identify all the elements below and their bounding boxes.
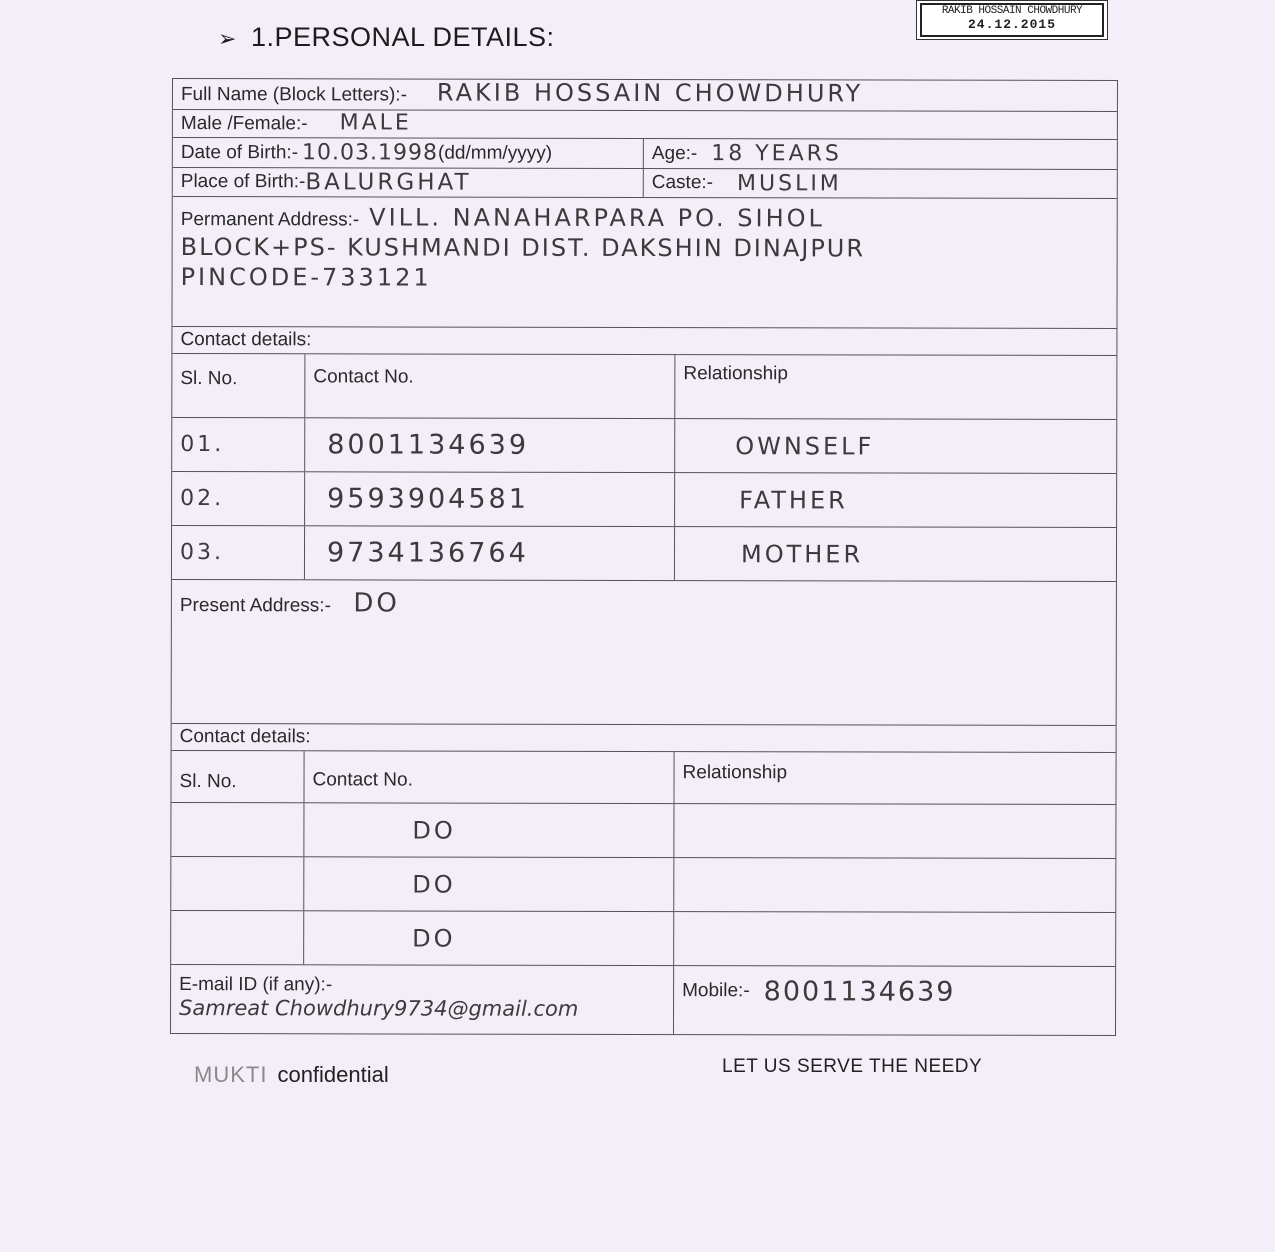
contact-table-header bbox=[172, 354, 1116, 420]
section-heading bbox=[218, 22, 555, 53]
contact-no-header: Contact No. bbox=[313, 366, 414, 388]
table-row bbox=[172, 526, 1116, 582]
age-label: Age:- bbox=[651, 142, 698, 164]
personal-details-form bbox=[170, 78, 1118, 1036]
contact-details-label: Contact details: bbox=[179, 726, 311, 748]
full-name-value[interactable]: RAKIB HOSSAIN CHOWDHURY bbox=[436, 78, 864, 108]
present-address-value[interactable]: DO bbox=[353, 588, 400, 619]
table-row bbox=[171, 803, 1115, 859]
arrow-bullet-icon: ➢ bbox=[218, 26, 237, 51]
sl-no-cell: 02. bbox=[180, 486, 225, 512]
dob-label: Date of Birth:- bbox=[180, 141, 299, 163]
table-row bbox=[171, 911, 1115, 967]
contact-no-cell[interactable]: DO bbox=[412, 816, 456, 845]
table-row bbox=[172, 418, 1116, 474]
full-name-label: Full Name (Block Letters):- bbox=[180, 84, 407, 106]
sl-no-cell: 03. bbox=[179, 540, 225, 566]
email-mobile-row bbox=[171, 965, 1115, 1035]
pob-label: Place of Birth:- bbox=[180, 171, 306, 193]
permanent-address-line-3[interactable]: PINCODE-733121 bbox=[180, 263, 432, 292]
stamp-name: RAKIB HOSSAIN CHOWDHURY bbox=[941, 5, 1083, 17]
contact-no-cell[interactable]: DO bbox=[412, 924, 456, 953]
sex-row bbox=[173, 110, 1117, 140]
full-name-row bbox=[173, 79, 1117, 112]
sl-no-cell: 01. bbox=[180, 432, 225, 458]
sex-label: Male /Female:- bbox=[180, 113, 308, 135]
relationship-cell[interactable]: MOTHER bbox=[740, 539, 864, 568]
contact-details-heading-row bbox=[172, 327, 1116, 356]
contact-details-heading-row bbox=[172, 724, 1116, 753]
caste-label: Caste:- bbox=[651, 172, 714, 194]
sl-no-header: Sl. No. bbox=[180, 368, 238, 390]
table-row bbox=[172, 472, 1116, 528]
email-label: E-mail ID (if any):- bbox=[179, 974, 333, 996]
contact-details-label: Contact details: bbox=[180, 329, 312, 351]
permanent-address-label: Permanent Address:- bbox=[180, 209, 360, 231]
contact-no-cell[interactable]: 8001134639 bbox=[327, 429, 530, 461]
contact-no-cell[interactable]: DO bbox=[412, 870, 456, 899]
permanent-address-line-1[interactable]: VILL. NANAHARPARA PO. SIHOL bbox=[369, 203, 825, 233]
permanent-address-line-2[interactable]: BLOCK+PS- KUSHMANDI DIST. DAKSHIN DINAJPUR bbox=[180, 233, 866, 263]
footer-confidential bbox=[194, 1062, 389, 1088]
mobile-value[interactable]: 8001134639 bbox=[763, 976, 956, 1008]
section-title: 1.PERSONAL DETAILS: bbox=[250, 22, 555, 52]
pob-caste-row bbox=[173, 168, 1117, 199]
contact-no-cell[interactable]: 9593904581 bbox=[327, 483, 529, 515]
contact-no-header: Contact No. bbox=[312, 769, 413, 791]
sex-value[interactable]: MALE bbox=[339, 110, 412, 136]
relationship-cell[interactable]: FATHER bbox=[739, 485, 848, 514]
relationship-header: Relationship bbox=[683, 363, 788, 385]
pob-value[interactable]: BALURGHAT bbox=[305, 169, 472, 196]
relationship-header: Relationship bbox=[682, 762, 788, 784]
contact-table-header bbox=[171, 751, 1115, 805]
caste-value[interactable]: MUSLIM bbox=[737, 170, 842, 196]
relationship-cell[interactable]: OWNSELF bbox=[735, 431, 875, 460]
dob-value[interactable]: 10.03.1998 bbox=[302, 140, 439, 166]
footer-motto: LET US SERVE THE NEEDY bbox=[722, 1056, 983, 1077]
mobile-label: Mobile:- bbox=[682, 980, 750, 1002]
confidential-label: confidential bbox=[277, 1062, 389, 1087]
contact-no-cell[interactable]: 9734136764 bbox=[326, 537, 529, 569]
present-address-label: Present Address:- bbox=[179, 595, 331, 617]
sl-no-header: Sl. No. bbox=[179, 771, 237, 793]
permanent-address-row bbox=[172, 197, 1116, 329]
brand-name: MUKTI bbox=[194, 1062, 268, 1087]
dob-age-row bbox=[173, 138, 1117, 170]
stamp-date: 24.12.2015 bbox=[967, 17, 1056, 32]
dob-format-hint: (dd/mm/yyyy) bbox=[438, 142, 553, 164]
age-value[interactable]: 18 YEARS bbox=[711, 141, 842, 167]
name-date-stamp bbox=[916, 0, 1108, 40]
present-address-row bbox=[172, 580, 1116, 726]
table-row bbox=[171, 857, 1115, 913]
email-value[interactable]: Samreat Chowdhury9734@gmail.com bbox=[179, 996, 579, 1021]
